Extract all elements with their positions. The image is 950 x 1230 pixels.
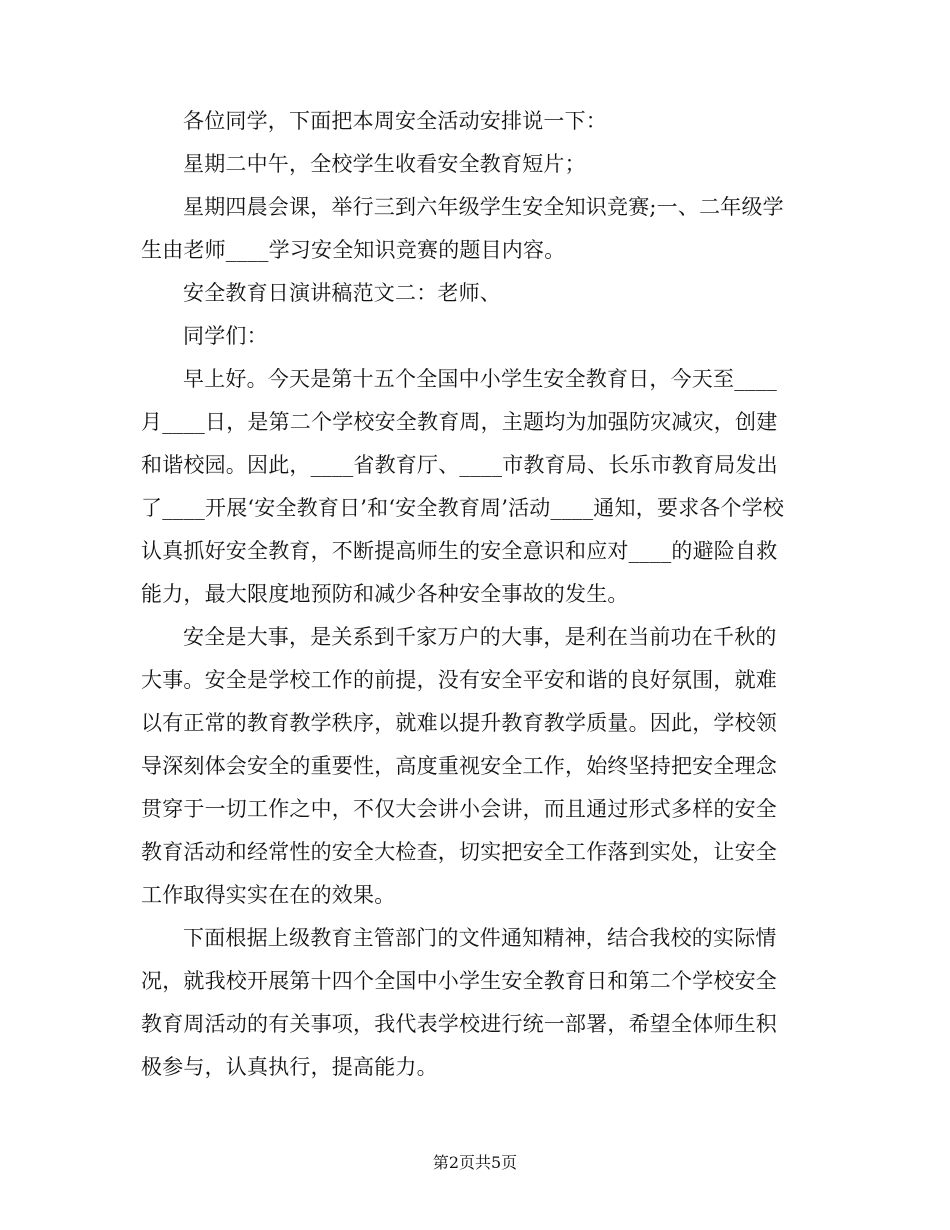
paragraph-thursday: 星期四晨会课，举行三到六年级学生安全知识竞赛;一、二年级学生由老师____学习安全知识竞赛的题目内容。 — [141, 195, 784, 262]
paragraph-intro: 早上好。今天是第十五个全国中小学生安全教育日，今天至____月____日，是第二个学校安全教育周，主题均为加强防灾减灾，创建和谐校园。因此，____省教育厅、____市教育局、长乐市教育局发出了____开展‘安全教育日’和‘安全教育周’活动____通知，要求各个学校认真抓好安全教育，不断提高师生的安全意识和应对____的避险自救能力，最大限度地预防和减少各种安全事故的发生。 — [141, 367, 785, 606]
paragraph-announcement: 各位同学，下面把本周安全活动安排说一下： — [183, 109, 607, 133]
paragraph-safety: 安全是大事，是关系到千家万户的大事，是利在当前功在千秋的大事。安全是学校工作的前提，没有安全平安和谐的良好氛围，就难以有正常的教育教学秩序，就难以提升教育教学质量。因此，学校领导深刻体会安全的重要性，高度重视安全工作，始终坚持把安全理念贯穿于一切工作之中，不仅大会讲小会讲，而且通过形式多样的安全教育活动和经常性的安全大检查，切实把安全工作落到实处，让安全工作取得实实在在的效果。 — [141, 625, 777, 907]
document-body — [141, 100, 796, 1089]
paragraph-tuesday: 星期二中午，全校学生收看安全教育短片； — [183, 152, 586, 176]
paragraph-greeting: 同学们： — [183, 324, 268, 348]
paragraph-speech-title: 安全教育日演讲稿范文二：老师、 — [183, 281, 501, 305]
page-number: 第2页共5页 — [432, 1153, 518, 1172]
paragraph-arrangement: 下面根据上级教育主管部门的文件通知精神，结合我校的实际情况，就我校开展第十四个全国中小学生安全教育日和第二个学校安全教育周活动的有关事项，我代表学校进行统一部署，希望全体师生积极参与，认真执行，提高能力。 — [141, 926, 777, 1079]
